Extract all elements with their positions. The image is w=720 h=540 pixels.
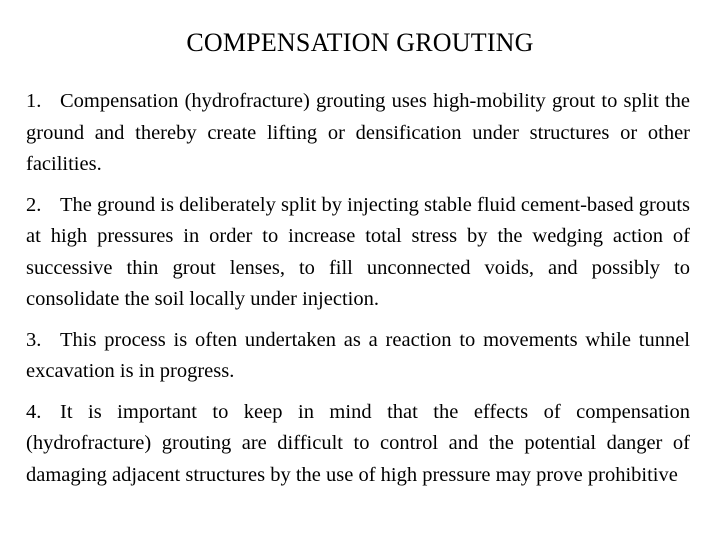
list-item bbox=[26, 397, 690, 492]
point-number: 1. bbox=[26, 90, 42, 112]
point-number: 3. bbox=[26, 328, 42, 351]
point-text: Compensation (hydrofracture) grouting uses high-mobility grout to split the ground and thereby create lifting or densification under structures or other facilities. bbox=[26, 90, 690, 175]
point-number: 2. bbox=[26, 193, 42, 216]
list-item bbox=[26, 325, 690, 388]
slide-title: COMPENSATION GROUTING bbox=[186, 28, 534, 57]
list-item bbox=[26, 190, 690, 316]
point-number: 4. bbox=[26, 400, 42, 423]
point-list bbox=[26, 86, 690, 500]
point-text: It is important to keep in mind that the effects of compensation (hydrofracture) grouting are difficult to control and the potential danger of damaging adjacent structures by the use of high pressure may prove prohibitive bbox=[26, 400, 690, 486]
point-text: This process is often undertaken as a reaction to movements while tunnel excavation is in progress. bbox=[26, 328, 690, 382]
list-item bbox=[26, 86, 690, 181]
point-text: The ground is deliberately split by injecting stable fluid cement-based grouts at high pressures in order to increase total stress by the wedging action of successive thin grout lenses, to fill unconnected voids, and possibly to consolidate the soil locally under injection. bbox=[26, 193, 690, 310]
